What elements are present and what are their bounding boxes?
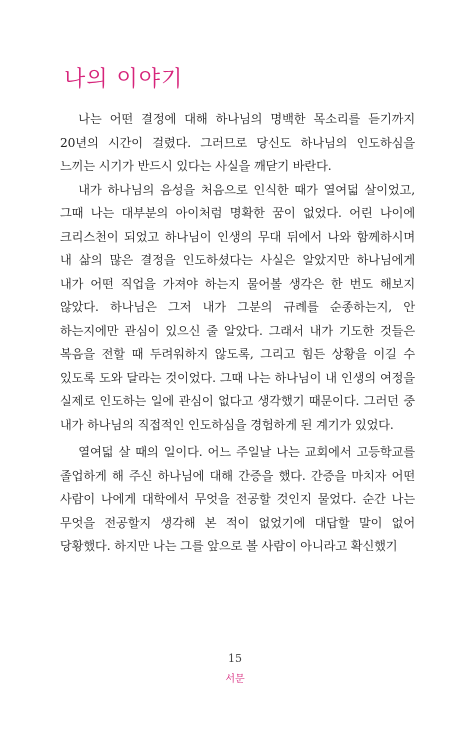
- paragraph-2: 내가 하나님의 음성을 처음으로 인식한 때가 열여덟 살이었고, 그때 나는 대부분의 아이처럼 명확한 꿈이 없었다. 어린 나이에 크리스천이 되었고 하나님이 인생의 무대 뒤에서 나와 함께하시며 내 삶의 많은 결정을 인도하셨다는 사실은 알았지만 하나님에게 내가 어떤 직업을 가져야 하는지 물어볼 생각은 한 번도 해보지 않았다. 하나님은 그저 내가 그분의 규례를 순종하는지, 안 하는지에만 관심이 있으신 줄 알았다. 그래서 내가 기도한 것들은 복음을 전할 때 두려워하지 않도록, 그리고 힘든 상황을 이길 수 있도록 도와 달라는 것이었다. 그때 나는 하나님이 내 인생의 여정을 실제로 인도하는 일에 관심이 없다고 생각했기 때문이다. 그러던 중 내가 하나님의 직접적인 인도하심을 경험하게 된 계기가 있었다.: [60, 182, 415, 432]
- page-number: 15: [228, 652, 242, 665]
- chapter-title: 나의 이야기: [64, 67, 184, 92]
- paragraph-3: 열여덟 살 때의 일이다. 어느 주일날 나는 교회에서 고등학교를 졸업하게 해 주신 하나님에 대해 간증을 했다. 간증을 마치자 어떤 사람이 나에게 대학에서 무엇을 전공할 것인지 물었다. 순간 나는 무엇을 전공할지 생각해 본 적이 없었기에 대답할 말이 없어 당황했다. 하지만 나는 그를 앞으로 볼 사람이 아니라고 확신했기: [60, 445, 415, 553]
- paragraph-1: 나는 어떤 결정에 대해 하나님의 명백한 목소리를 듣기까지 20년의 시간이 걸렸다. 그러므로 당신도 하나님의 인도하심을 느끼는 시기가 반드시 있다는 사실을 깨닫기 바란다.: [60, 112, 415, 173]
- body-text: [60, 108, 415, 559]
- section-label: 서문: [225, 674, 245, 685]
